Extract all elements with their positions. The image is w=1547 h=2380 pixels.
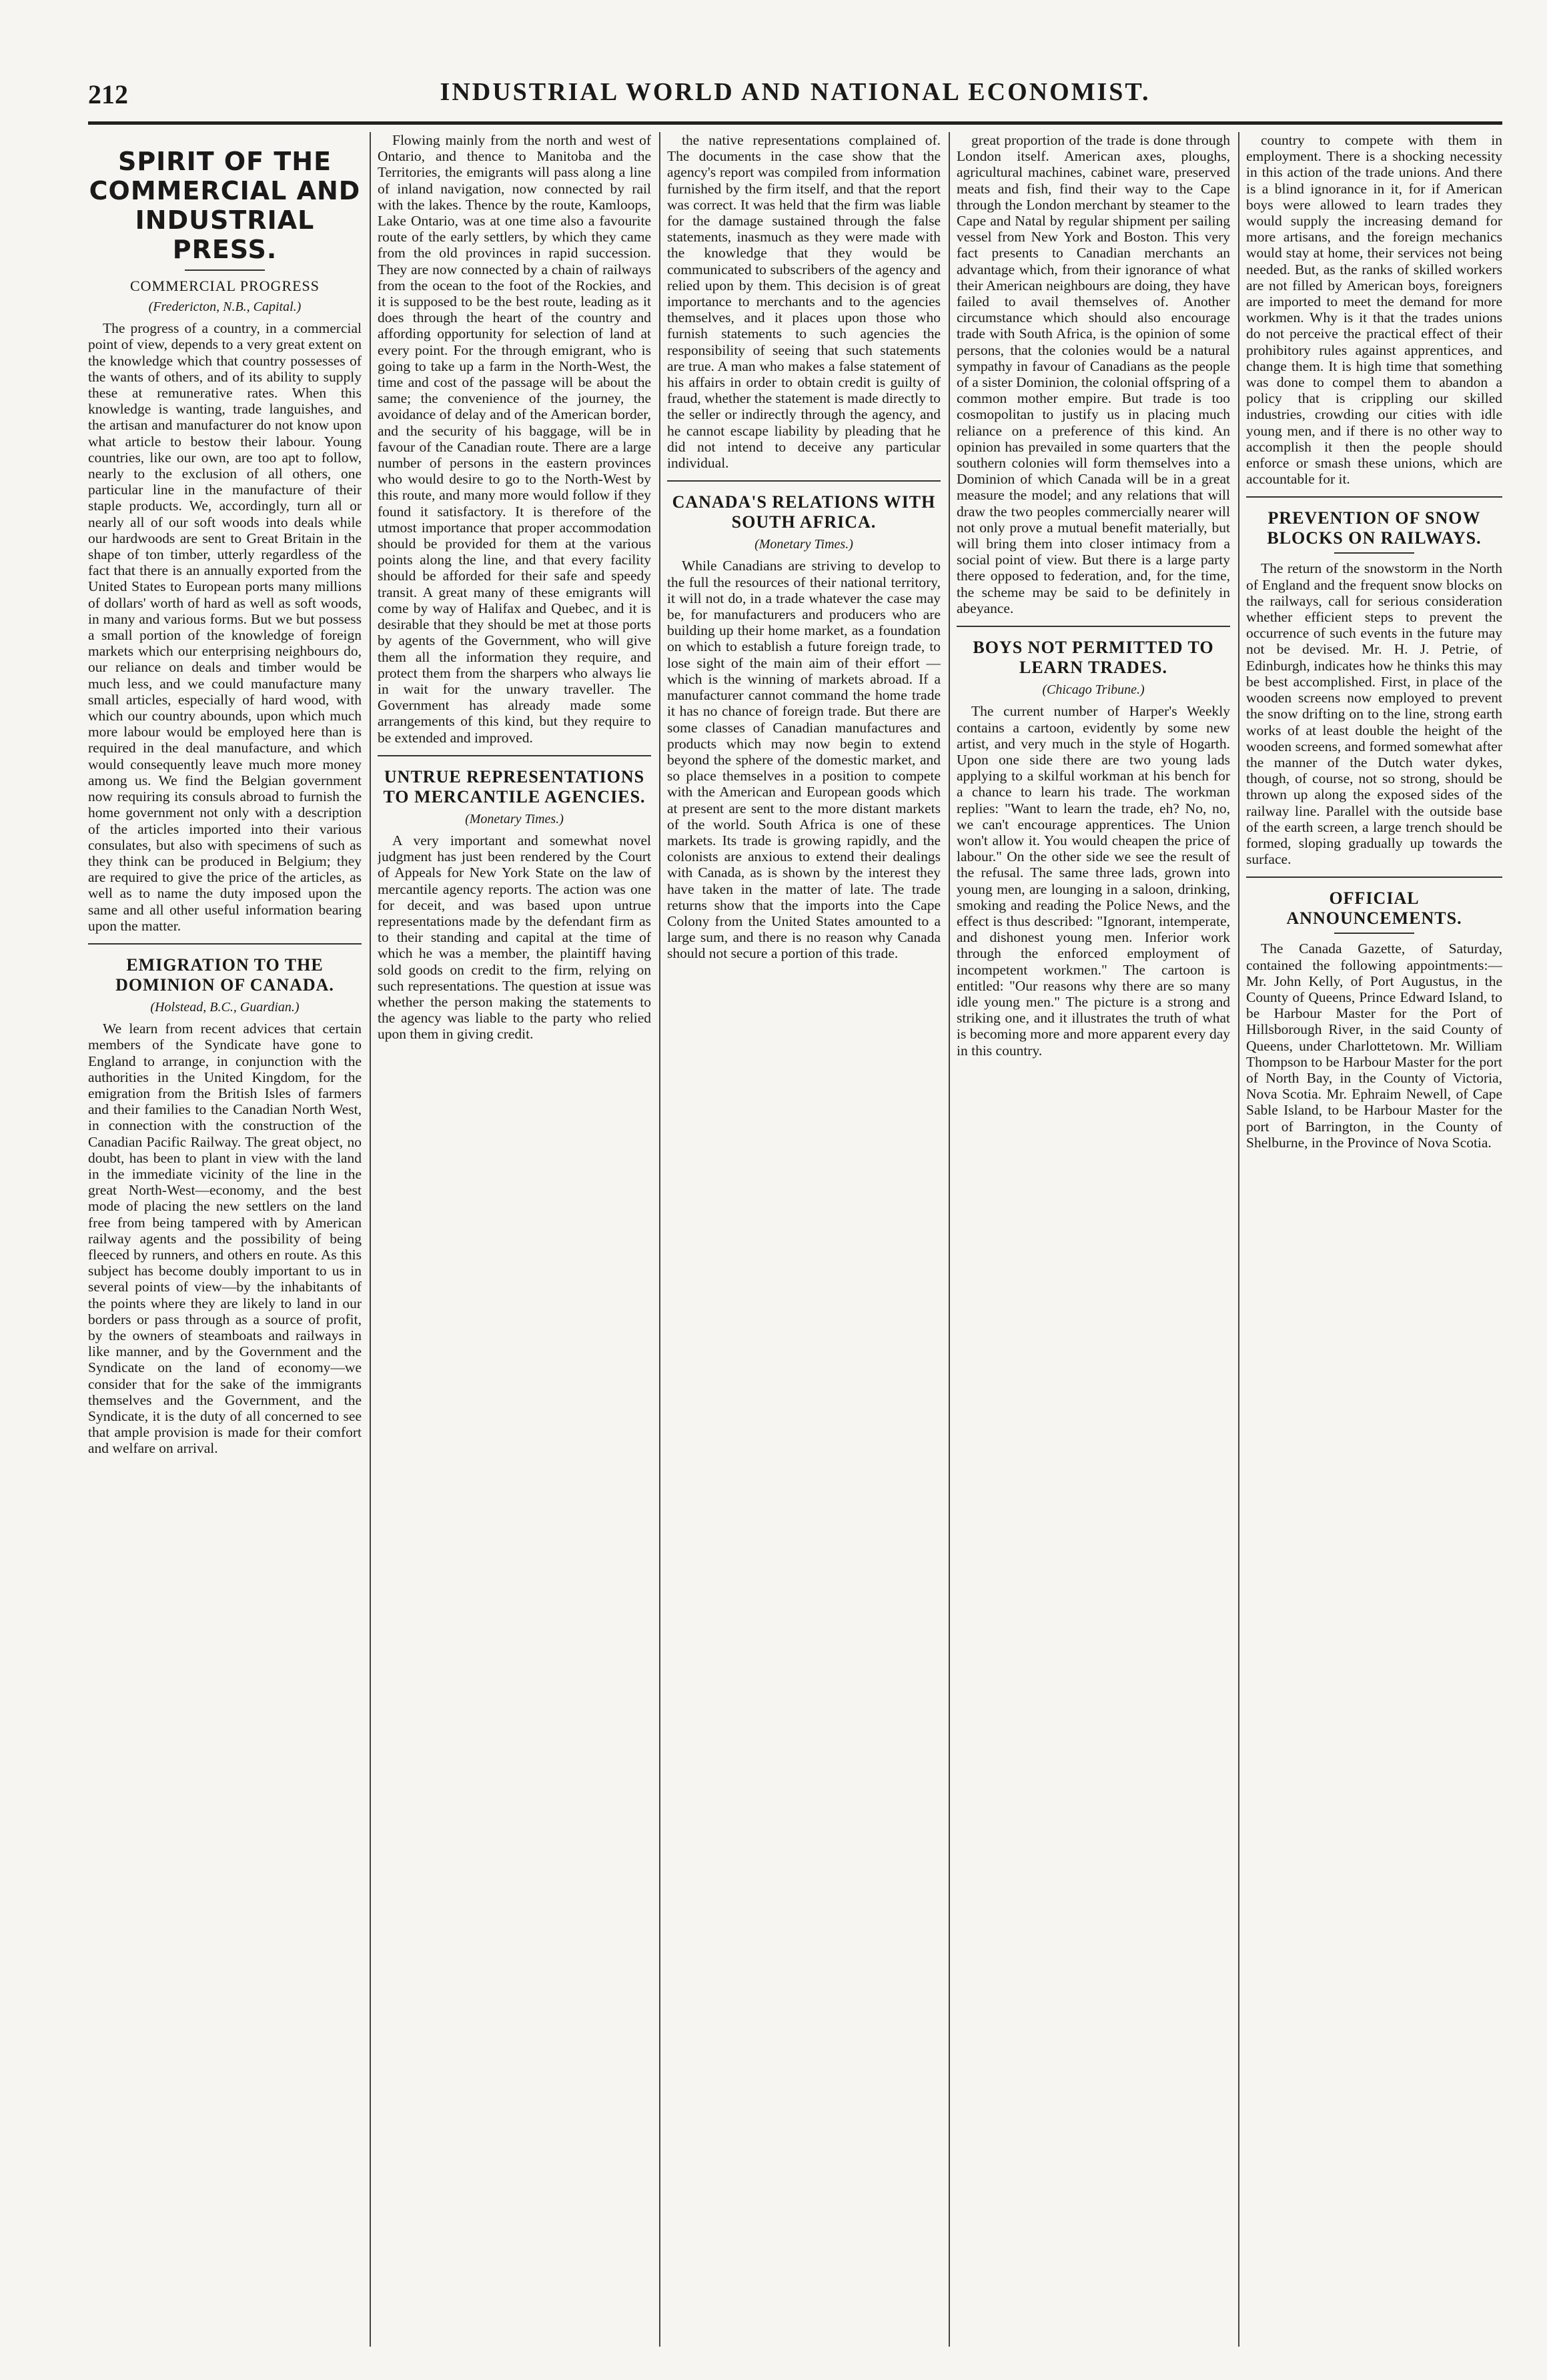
column-1 bbox=[88, 132, 362, 2347]
article-body: The return of the snowstorm in the North of England and the frequent snow blocks on the railways, call for serious consideration whether efficient steps to prevent the occurrence of such events in the future may not be devised. Mr. H. J. Petrie, of Edinburgh, indicates how he thinks this may be best accomplished. First, in place of the wooden screens now employed to prevent the snow drifting on to the line, strong earth works of at least double the height of the wooden screens, and formed somewhat after the manner of the Dutch water dykes, though, of course, not so strong, should be thrown up along the exposed sides of the railway line. Parallel with the outside base of the earth screen, a large trench should be formed, sloping gradually up towards the surface. bbox=[1246, 560, 1502, 868]
article-body: great proportion of the trade is done through London itself. American axes, ploughs, agricultural machines, cabinet ware, preserved meats and fish, find their way to the Cape through the London merchant by steamer to the Cape and Natal by regular shipment per sailing vessel from New York and Boston. This very fact presents to Canadian merchants an advantage which, from their ignorance of what their American neighbours are doing, they have failed to avail themselves of. Another circumstance which should also encourage trade with South Africa, is the opinion of some persons, that the colonies would be a natural sympathy in favour of Canadians as the people of a sister Dominion, the colonial offspring of a common mother empire. But trade is too cosmopolitan to justify us in placing much reliance on a preference of this kind. An opinion has prevailed in some quarters that the southern colonies will form themselves into a Dominion of which Canada will be in a great measure the model; and any relations that will draw the two peoples commercially nearer will not only prove a mutual benefit materially, but will bring them into closer intimacy from a social point of view. But there is a large party there opposed to federation, and, for the time, the scheme may be said to be definitely in abeyance. bbox=[957, 132, 1230, 616]
header-rule bbox=[88, 121, 1502, 125]
columns bbox=[88, 132, 1502, 2347]
section-heading: SPIRIT OF THE COMMERCIAL AND INDUSTRIAL PRESS. bbox=[89, 147, 361, 264]
article-body: The progress of a country, in a commercial point of view, depends to a very great extent on the knowledge which that country possesses of the wants of others, and of its ability to supply these at remunerative rates. When this knowledge is wanting, trade languishes, and the artisan and manufacturer do not know upon what article to bestow their labour. Young countries, like our own, are too apt to follow, nearly to the exclusion of all others, one particular line in the manufacture of their staple products. We, accordingly, turn all or nearly all of our soft woods into deals while our hardwoods are sent to Great Britain in the shape of ton timber, utterly regardless of the fact that there is an annually exported from the United States to European ports many millions of dollars' worth of hard as well as soft woods, in many and various forms. But we but possess a small portion of the knowledge of foreign markets which our enterprising neighbours do, our reliance on deals and timber would be much less, and we could manufacture many small articles, especially of hard wood, with which our country abounds, upon which much more labour would be employed here than is required in the deal manufacture, and which would consequently leave much more money among us. We find the Belgian government now requiring its consuls abroad to furnish the home government not only with a description of the articles imported into their various consulates, but also with specimens of such as they think can be produced in Belgium; they are required to give the price of the articles, as well as to name the duty imposed upon the same and all other useful information bearing upon the matter. bbox=[88, 320, 362, 934]
article-source: (Holstead, B.C., Guardian.) bbox=[150, 999, 300, 1015]
column-rule bbox=[1238, 132, 1239, 2347]
running-title: INDUSTRIAL WORLD AND NATIONAL ECONOMIST. bbox=[440, 78, 1151, 106]
article-body: We learn from recent advices that certain members of the Syndicate have gone to England to arrange, in conjunction with the authorities in the United Kingdom, for the emigration from the British Isles of farmers and their families to the Canadian North West, in connection with the construction of the Canadian Pacific Railway. The great object, no doubt, has been to plant in view with the land in the immediate vicinity of the line in the great North-West—economy, and the best mode of placing the new settlers on the land free from being tampered with by American railway agents and the possibility of being fleeced by runners, and others en route. As this subject has become doubly important to us in several points of view—by the inhabitants of the points where they are likely to land in our borders or pass through as a source of profit, by the owners of steamboats and railways in like manner, and by the Government and the Syndicate on the land of economy—we consider that for the sake of the immigrants themselves and the Government, and the Syndicate, it is the duty of all concerned to see that ample provision is made for their comfort and welfare on arrival. bbox=[88, 1021, 362, 1457]
article-body: The Canada Gazette, of Saturday, contained the following appointments:— Mr. John Kelly, of Port Augustus, in the County of Queens, Prince Edward Island, to be Harbour Master for the Port of Hillsborough River, in the said County of Queens, under Charlottetown. Mr. William Thompson to be Harbour Master for the port of North Bay, in the County of Victoria, Nova Scotia. Mr. Ephraim Newell, of Cape Sable Island, to be Harbour Master for the port of Barrington, in the County of Shelburne, in the Province of Nova Scotia. bbox=[1246, 941, 1502, 1151]
column-rule bbox=[949, 132, 950, 2347]
column-4 bbox=[957, 132, 1230, 2347]
article-source: (Chicago Tribune.) bbox=[1042, 682, 1145, 698]
article-body: Flowing mainly from the north and west of Ontario, and thence to Manitoba and the Territories, the emigrants will pass along a line of inland navigation, now connected by rail with the lakes. Thence by the route, Kamloops, Lake Ontario, was at one time also a favourite route of the early settlers, by which they came from the old provinces in rapid succession. They are now connected by a chain of railways from the ocean to the foot of the Rockies, and it is supposed to be the best route, leading as it does through the heart of the country and affording opportunity for selection of land at every point. For the through emigrant, who is going to take up a farm in the North-West, the time and cost of the passage will be about the same; the convenience of the journey, the avoidance of delay and of the American border, and the security of his baggage, will be in favour of the Canadian route. There are a large number of persons in the eastern provinces who would desire to go to the North-West by this route, and many more would follow if they found it satisfactory. It is therefore of the utmost importance that proper accommodation should be provided for them at the various points along the line, and that every facility should be afforded for their safe and speedy transit. A great many of these emigrants will come by way of Halifax and Quebec, and it is desirable that they should be met at those ports by agents of the Government, who will give them all the information they require, and protect them from the sharpers who always lie in wait for the unwary traveller. The Government has already made some arrangements of this kind, but they require to be extended and improved. bbox=[378, 132, 651, 746]
heading-rule bbox=[1334, 552, 1414, 554]
heading-rule bbox=[1334, 933, 1414, 934]
column-rule bbox=[370, 132, 371, 2347]
article-source: (Monetary Times.) bbox=[754, 537, 853, 552]
article-title: CANADA'S RELATIONS WITH SOUTH AFRICA. bbox=[672, 492, 936, 532]
article-title: UNTRUE REPRESENTATIONS TO MERCANTILE AGENCIES. bbox=[383, 766, 646, 806]
article-separator bbox=[1246, 876, 1502, 878]
article-body: A very important and somewhat novel judgment has just been rendered by the Court of Appeals for New York State on the law of mercantile agency reports. The action was one for deceit, and was based upon untrue representations made by the defendant firm as to their standing and capital at the time of which he was a member, the plaintiff having sold goods on credit to the firm, relying on such representations. The question at issue was whether the person making the statements to the agency was liable to the party who relied upon them in giving credit. bbox=[378, 832, 651, 1043]
column-2 bbox=[378, 132, 651, 2347]
article-title: EMIGRATION TO THE DOMINION OF CANADA. bbox=[115, 955, 334, 995]
article-body: the native representations complained of. The documents in the case show that the agency's report was compiled from information furnished by the firm itself, and that the report was correct. It was held that the firm was liable for the damage sustained through the false statements, inasmuch as they were made with the knowledge that they would be communicated to subscribers of the agency and relied upon by them. This decision is of great importance to merchants and to the agencies themselves, and it places upon those who furnish statements to such agencies the responsibility of seeing that such statements are true. A man who makes a false statement of his affairs in order to obtain credit is guilty of fraud, whether the statement is made directly to the seller or indirectly through the agency, and he cannot escape liability by pleading that he did not intend to deceive any particular individual. bbox=[667, 132, 941, 472]
article-title: BOYS NOT PERMITTED TO LEARN TRADES. bbox=[973, 638, 1214, 678]
article-separator bbox=[667, 480, 941, 482]
article-separator bbox=[957, 626, 1230, 627]
article-separator bbox=[88, 943, 362, 945]
column-rule bbox=[659, 132, 660, 2347]
article-title: OFFICIAL ANNOUNCEMENTS. bbox=[1286, 888, 1462, 929]
page-header bbox=[88, 75, 1502, 112]
heading-rule bbox=[185, 269, 265, 271]
article-source: (Monetary Times.) bbox=[465, 811, 564, 826]
article-source: (Fredericton, N.B., Capital.) bbox=[148, 300, 302, 314]
page-number: 212 bbox=[88, 79, 128, 109]
article-title: PREVENTION OF SNOW BLOCKS ON RAILWAYS. bbox=[1267, 508, 1482, 548]
article-body: country to compete with them in employment. There is a shocking necessity in this action of the trade unions. And there is a blind ignorance in it, for if American boys were allowed to learn trades they would supply the increasing demand for more artisans, and the foreign mechanics would stay at home, their services not being needed. But, as the ranks of skilled workers are not filled by American boys, foreigners are imported to meet the demand for more workmen. Why is it that the trades unions do not perceive the practical effect of their prohibitory rules against apprentices, and change them. It is high time that something was done to compel them to abandon a policy that is crippling our skilled industries, crowding our cities with idle young men, and if there is no other way to accomplish it then the people should enforce or smash these unions, which are accountable for it. bbox=[1246, 132, 1502, 488]
article-body: While Canadians are striving to develop to the full the resources of their national territory, it will not do, in a trade whatever the case may be, for manufacturers and producers who are building up their home market, as a foundation on which to establish a future foreign trade, to lose sight of the main aim of their effort — which is the winning of markets abroad. If a manufacturer cannot command the home trade it has no chance of foreign trade. But there are some classes of Canadian manufactures and products which may now begin to extend beyond the sphere of the domestic market, and so place themselves in a position to compete with the American and European goods which at present are sent to the more distant markets of the world. South Africa is one of these markets. Its trade is growing rapidly, and the colonists are anxious to extend their dealings with Canada, as is shown by the interest they have taken in the matter of late. The trade returns show that the imports into the Cape Colony from the United States amounted to a large sum, and there is no reason why Canada should not secure a portion of this trade. bbox=[667, 558, 941, 962]
article-separator bbox=[378, 755, 651, 756]
article-body: The current number of Harper's Weekly contains a cartoon, evidently by some new artist, and very much in the style of Hogarth. Upon one side there are two young lads applying to a skilful workman at his bench for a chance to learn his trade. The workman replies: "Want to learn the trade, eh? No, no, we can't encourage apprentices. The Union won't allow it. You would cheapen the price of labour." On the other side we see the result of the refusal. The same three lads, grown into young men, are lounging in a saloon, drinking, smoking and reading the Police News, and the effect is thus described: "Ignorant, intemperate, and dishonest young men. Inferior work through the enforced employment of incompetent workmen." The cartoon is entitled: "Our reasons why there are so many idle young men." The picture is a strong and striking one, and it illustrates the truth of what is becoming more and more apparent every day in this country. bbox=[957, 703, 1230, 1059]
column-5 bbox=[1246, 132, 1502, 2347]
article-separator bbox=[1246, 496, 1502, 498]
column-3 bbox=[667, 132, 941, 2347]
article-title: COMMERCIAL PROGRESS bbox=[129, 277, 320, 294]
